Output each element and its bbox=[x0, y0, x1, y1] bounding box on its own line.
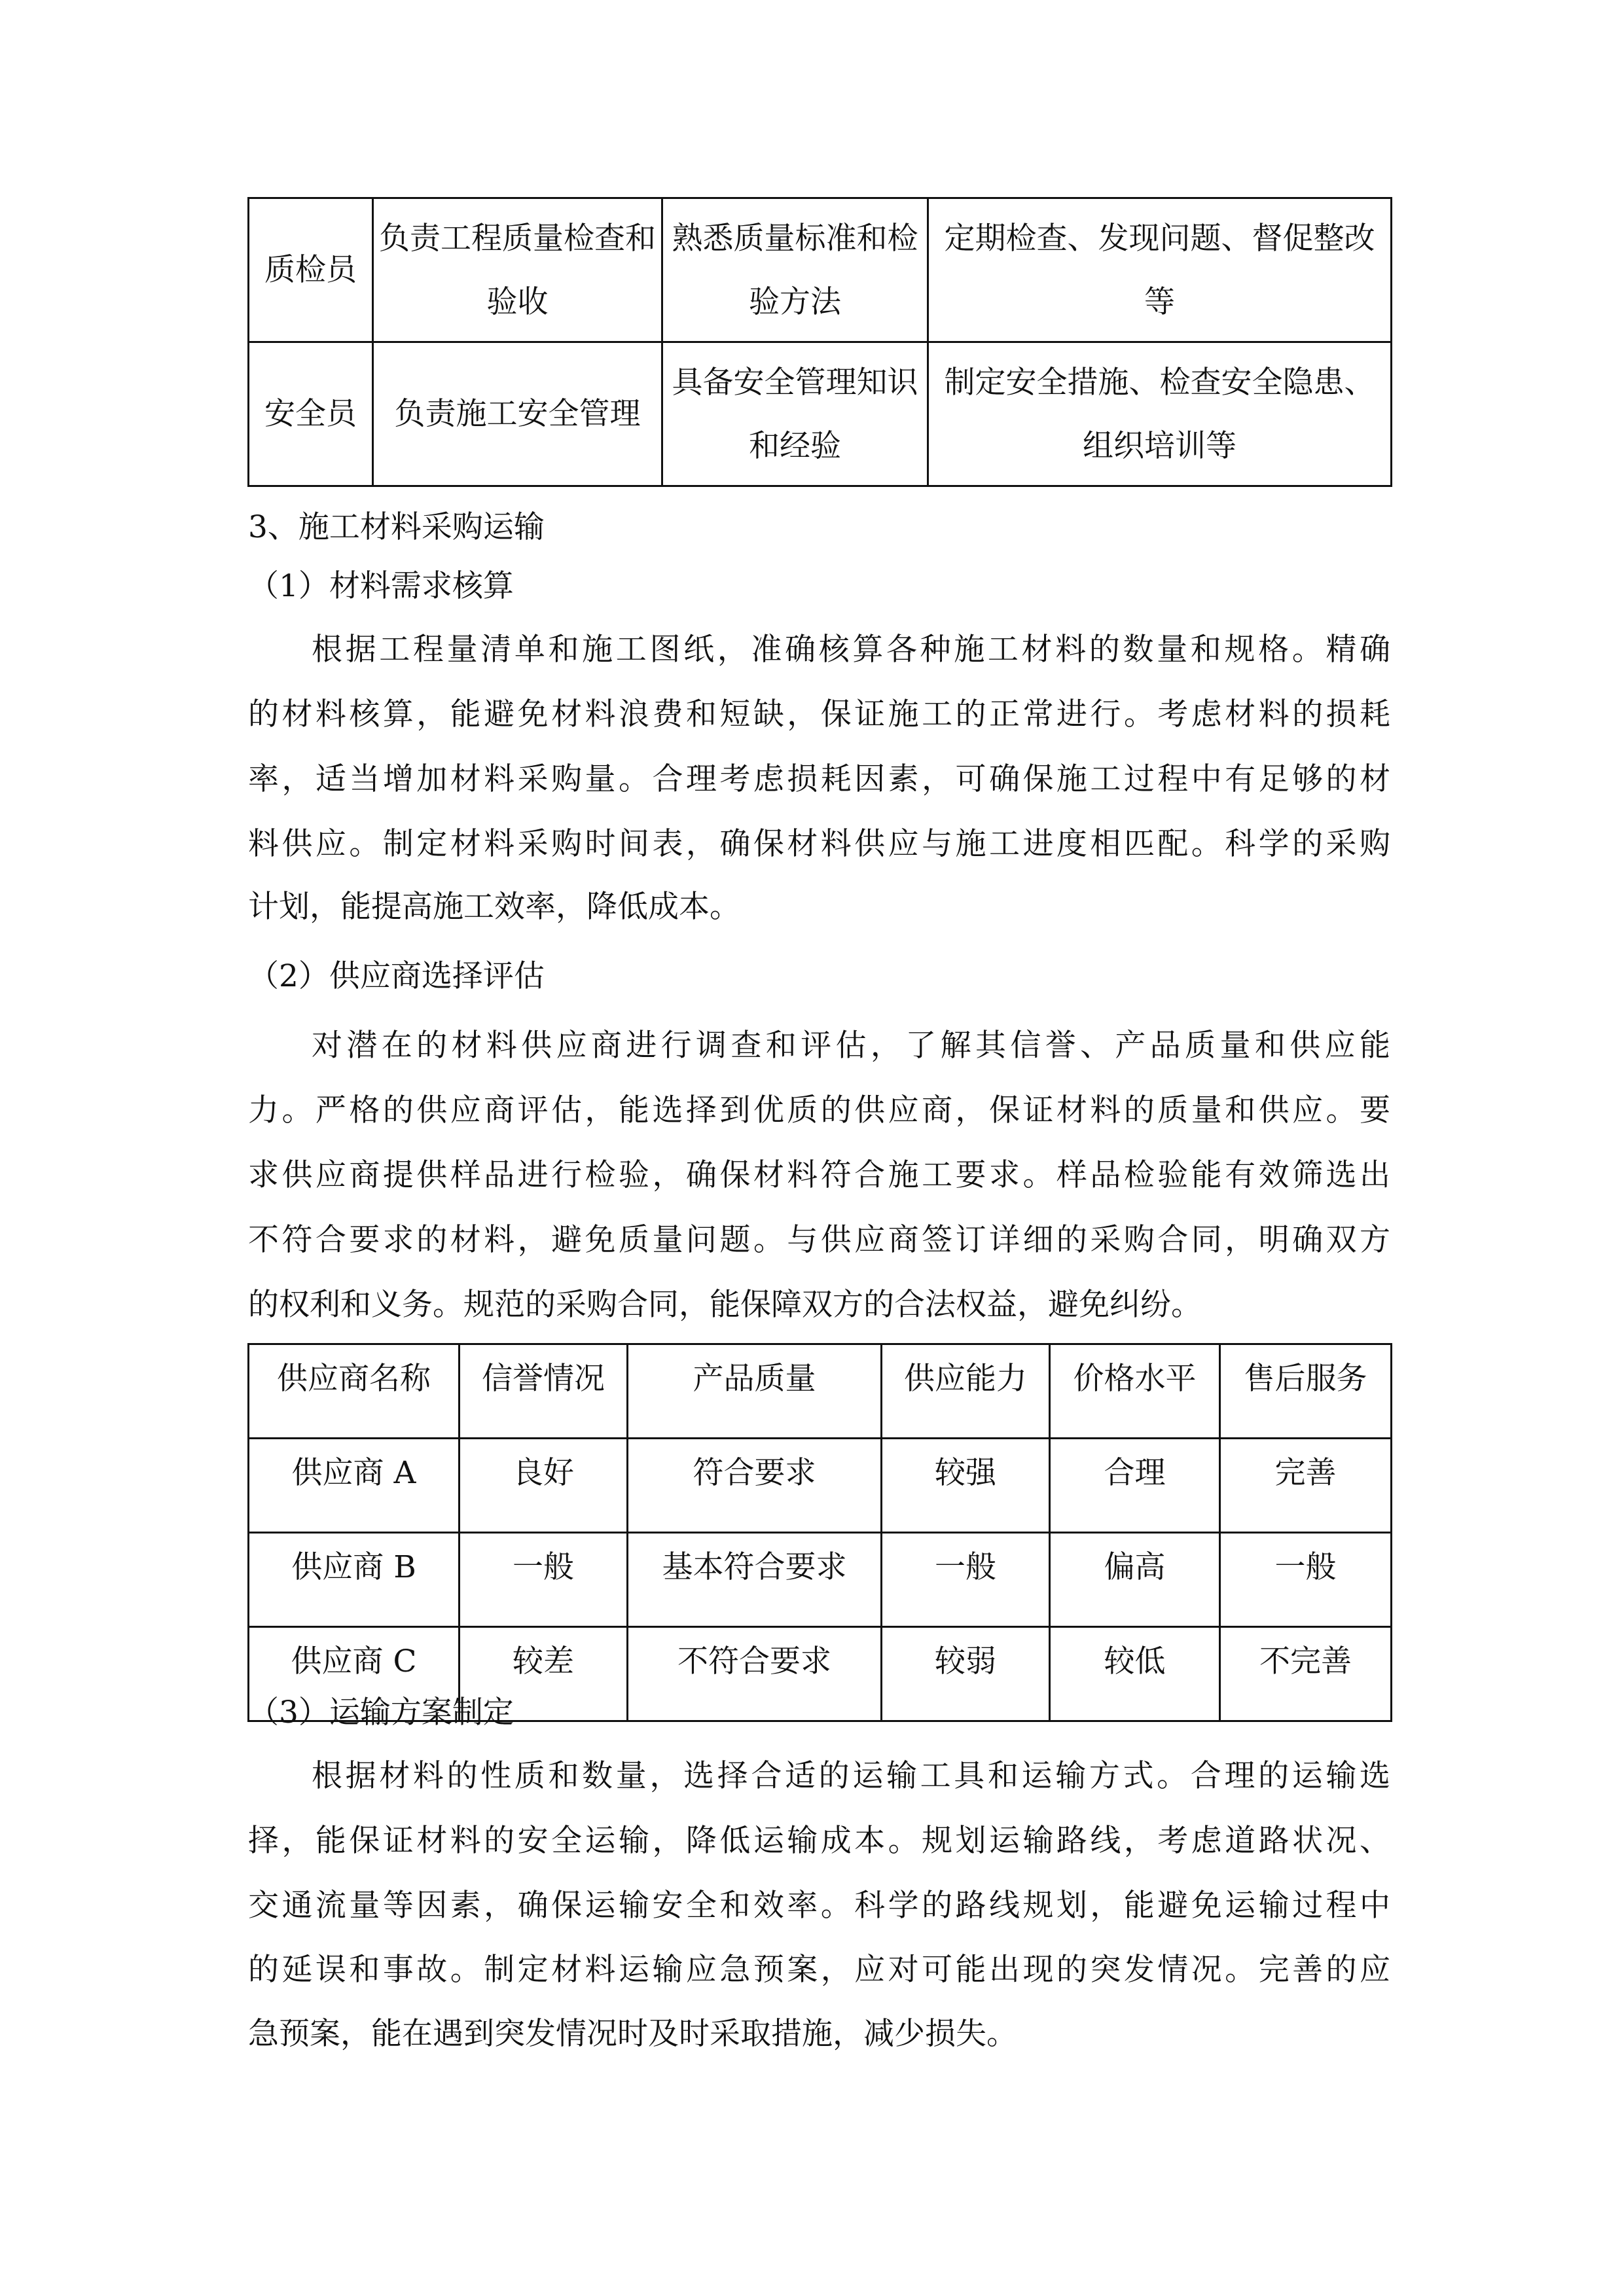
table-cell: 基本符合要求 bbox=[628, 1533, 882, 1627]
tasks-cell: 制定安全措施、检查安全隐患、组织培训等 bbox=[928, 342, 1392, 486]
paragraph-line: 率，适当增加材料采购量。合理考虑损耗因素，可确保施工过程中有足够的材 bbox=[248, 761, 1390, 797]
paragraph-line: 根据工程量清单和施工图纸，准确核算各种施工材料的数量和规格。精确 bbox=[312, 632, 1390, 668]
table-cell: 较低 bbox=[1050, 1627, 1220, 1721]
column-header: 供应能力 bbox=[882, 1344, 1050, 1439]
role-cell: 安全员 bbox=[249, 342, 373, 486]
table-cell: 供应商 C bbox=[249, 1627, 460, 1721]
table-cell: 供应商 B bbox=[249, 1533, 460, 1627]
paragraph-line: 根据材料的性质和数量，选择合适的运输工具和运输方式。合理的运输选 bbox=[312, 1758, 1390, 1794]
role-cell: 质检员 bbox=[249, 198, 373, 342]
table-cell: 一般 bbox=[882, 1533, 1050, 1627]
table-cell: 一般 bbox=[460, 1533, 628, 1627]
paragraph-line: 不符合要求的材料，避免质量问题。与供应商签订详细的采购合同，明确双方 bbox=[248, 1222, 1390, 1258]
supplier-comparison-table bbox=[247, 1343, 1392, 1722]
duty-cell: 负责工程质量检查和验收 bbox=[373, 198, 662, 342]
table-row bbox=[249, 342, 1392, 486]
table-row bbox=[249, 198, 1392, 342]
column-header: 信誉情况 bbox=[460, 1344, 628, 1439]
requirement-cell: 具备安全管理知识和经验 bbox=[662, 342, 928, 486]
paragraph-line: 计划，能提高施工效率，降低成本。 bbox=[248, 889, 740, 925]
paragraph-line: 料供应。制定材料采购时间表，确保材料供应与施工进度相匹配。科学的采购 bbox=[248, 826, 1390, 862]
subsection-heading: （2）供应商选择评估 bbox=[248, 958, 545, 994]
table-cell: 符合要求 bbox=[628, 1439, 882, 1533]
duty-cell: 负责施工安全管理 bbox=[373, 342, 662, 486]
paragraph-line: 的权利和义务。规范的采购合同，能保障双方的合法权益，避免纠纷。 bbox=[248, 1287, 1202, 1323]
paragraph-line: 交通流量等因素，确保运输安全和效率。科学的路线规划，能避免运输过程中 bbox=[248, 1888, 1390, 1924]
column-header: 价格水平 bbox=[1050, 1344, 1220, 1439]
paragraph-line: 的延误和事故。制定材料运输应急预案，应对可能出现的突发情况。完善的应 bbox=[248, 1952, 1390, 1988]
paragraph-line: 对潜在的材料供应商进行调查和评估，了解其信誉、产品质量和供应能 bbox=[312, 1028, 1390, 1064]
table-cell: 不完善 bbox=[1220, 1627, 1392, 1721]
section-heading: 3、施工材料采购运输 bbox=[248, 509, 545, 545]
column-header: 供应商名称 bbox=[249, 1344, 460, 1439]
table-cell: 较差 bbox=[460, 1627, 628, 1721]
paragraph-line: 求供应商提供样品进行检验，确保材料符合施工要求。样品检验能有效筛选出 bbox=[248, 1157, 1390, 1193]
table-row bbox=[249, 1439, 1392, 1533]
tasks-cell: 定期检查、发现问题、督促整改等 bbox=[928, 198, 1392, 342]
table-header-row bbox=[249, 1344, 1392, 1439]
table-cell: 偏高 bbox=[1050, 1533, 1220, 1627]
paragraph-line: 的材料核算，能避免材料浪费和短缺，保证施工的正常进行。考虑材料的损耗 bbox=[248, 696, 1390, 732]
table-row bbox=[249, 1533, 1392, 1627]
paragraph-line: 急预案，能在遇到突发情况时及时采取措施，减少损失。 bbox=[248, 2016, 1017, 2052]
subsection-heading: （3）运输方案制定 bbox=[248, 1695, 514, 1731]
requirement-cell: 熟悉质量标准和检验方法 bbox=[662, 198, 928, 342]
table-cell: 完善 bbox=[1220, 1439, 1392, 1533]
paragraph-line: 力。严格的供应商评估，能选择到优质的供应商，保证材料的质量和供应。要 bbox=[248, 1092, 1390, 1128]
subsection-heading: （1）材料需求核算 bbox=[248, 568, 514, 604]
table-cell: 不符合要求 bbox=[628, 1627, 882, 1721]
paragraph-line: 择，能保证材料的安全运输，降低运输成本。规划运输路线，考虑道路状况、 bbox=[248, 1823, 1390, 1859]
staff-responsibility-table bbox=[247, 197, 1392, 487]
table-cell: 较弱 bbox=[882, 1627, 1050, 1721]
table-cell: 合理 bbox=[1050, 1439, 1220, 1533]
table-cell: 供应商 A bbox=[249, 1439, 460, 1533]
table-cell: 良好 bbox=[460, 1439, 628, 1533]
column-header: 售后服务 bbox=[1220, 1344, 1392, 1439]
table-cell: 一般 bbox=[1220, 1533, 1392, 1627]
table-cell: 较强 bbox=[882, 1439, 1050, 1533]
column-header: 产品质量 bbox=[628, 1344, 882, 1439]
